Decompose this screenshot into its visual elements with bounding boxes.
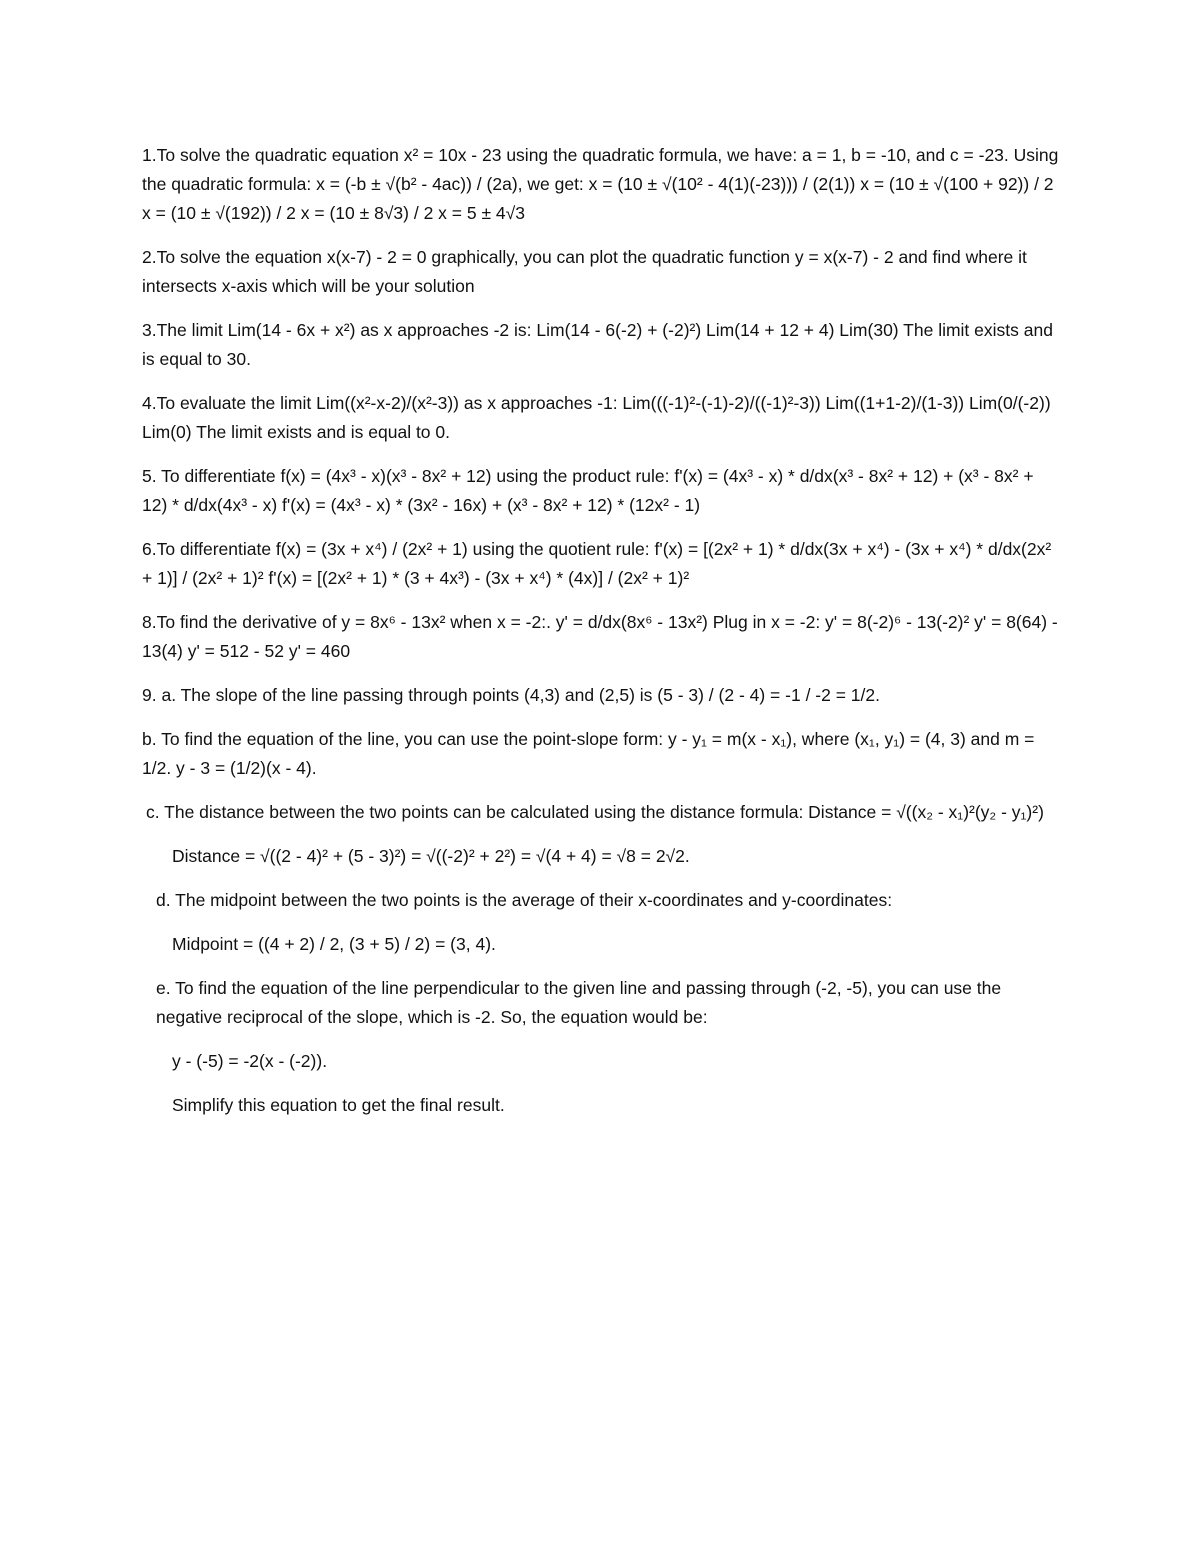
paragraph-q9c-distance-result: Distance = √((2 - 4)² + (5 - 3)²) = √((-2)² + 2²) = √(4 + 4) = √8 = 2√2. [172,846,690,866]
paragraph-q9b-line-equation: b. To find the equation of the line, you can use the point-slope form: y - y₁ = m(x - x₁), where (x₁, y₁) = (4, 3) and m = 1/2. y - 3 = (1/2)(x - 4). [142,729,1035,778]
paragraph-q6-quotient-rule: 6.To differentiate f(x) = (3x + x⁴) / (2x² + 1) using the quotient rule: f'(x) = [(2x² + 1) * d/dx(3x + x⁴) - (3x + x⁴) * d/dx(2x² + 1)] / (2x² + 1)² f'(x) = [(2x² + 1) * (3 + 4x³) - (3x + x⁴) * (4x)] / (2x² + 1)² [142,539,1052,588]
paragraph-q8-derivative: 8.To find the derivative of y = 8x⁶ - 13x² when x = -2:. y' = d/dx(8x⁶ - 13x²) Plug in x = -2: y' = 8(-2)⁶ - 13(-2)² y' = 8(64) - 13(4) y' = 512 - 52 y' = 460 [142,612,1058,661]
document-body [142,141,1062,1135]
paragraph-q9c-distance-formula: c. The distance between the two points can be calculated using the distance formula: Distance = √((x₂ - x₁)²(y₂ - y₁)²) [146,802,1044,822]
paragraph-q9e-equation: y - (-5) = -2(x - (-2)). [172,1051,328,1071]
paragraph-q2-graphical-solution: 2.To solve the equation x(x-7) - 2 = 0 graphically, you can plot the quadratic function y = x(x-7) - 2 and find where it intersects x-axis which will be your solution [142,247,1027,296]
paragraph-q9e-simplify: Simplify this equation to get the final result. [172,1095,505,1115]
paragraph-q1-quadratic-formula: 1.To solve the quadratic equation x² = 10x - 23 using the quadratic formula, we have: a = 1, b = -10, and c = -23. Using the quadratic formula: x = (-b ± √(b² - 4ac)) / (2a), we get: x = (10 ± √(10² - 4(1)(-23))) / (2(1)) x = (10 ± √(100 + 92)) / 2 x = (10 ± √(192)) / 2 x = (10 ± 8√3) / 2 x = 5 ± 4√3 [142,145,1059,223]
paragraph-q9d-midpoint-intro: d. The midpoint between the two points is the average of their x-coordinates and y-coordinates: [156,890,893,910]
paragraph-q5-product-rule: 5. To differentiate f(x) = (4x³ - x)(x³ - 8x² + 12) using the product rule: f'(x) = (4x³ - x) * d/dx(x³ - 8x² + 12) + (x³ - 8x² + 12) * d/dx(4x³ - x) f'(x) = (4x³ - x) * (3x² - 16x) + (x³ - 8x² + 12) * (12x² - 1) [142,466,1034,515]
paragraph-q9a-slope: 9. a. The slope of the line passing through points (4,3) and (2,5) is (5 - 3) / (2 - 4) = -1 / -2 = 1/2. [142,685,880,705]
paragraph-q9d-midpoint-result: Midpoint = ((4 + 2) / 2, (3 + 5) / 2) = (3, 4). [172,934,496,954]
paragraph-q3-limit: 3.The limit Lim(14 - 6x + x²) as x approaches -2 is: Lim(14 - 6(-2) + (-2)²) Lim(14 + 12 + 4) Lim(30) The limit exists and is equal to 30. [142,320,1053,369]
paragraph-q4-limit: 4.To evaluate the limit Lim((x²-x-2)/(x²-3)) as x approaches -1: Lim(((-1)²-(-1)-2)/((-1)²-3)) Lim((1+1-2)/(1-3)) Lim(0/(-2)) Lim(0) The limit exists and is equal to 0. [142,393,1051,442]
paragraph-q9e-perpendicular: e. To find the equation of the line perpendicular to the given line and passing through (-2, -5), you can use the negative reciprocal of the slope, which is -2. So, the equation would be: [156,978,1002,1027]
